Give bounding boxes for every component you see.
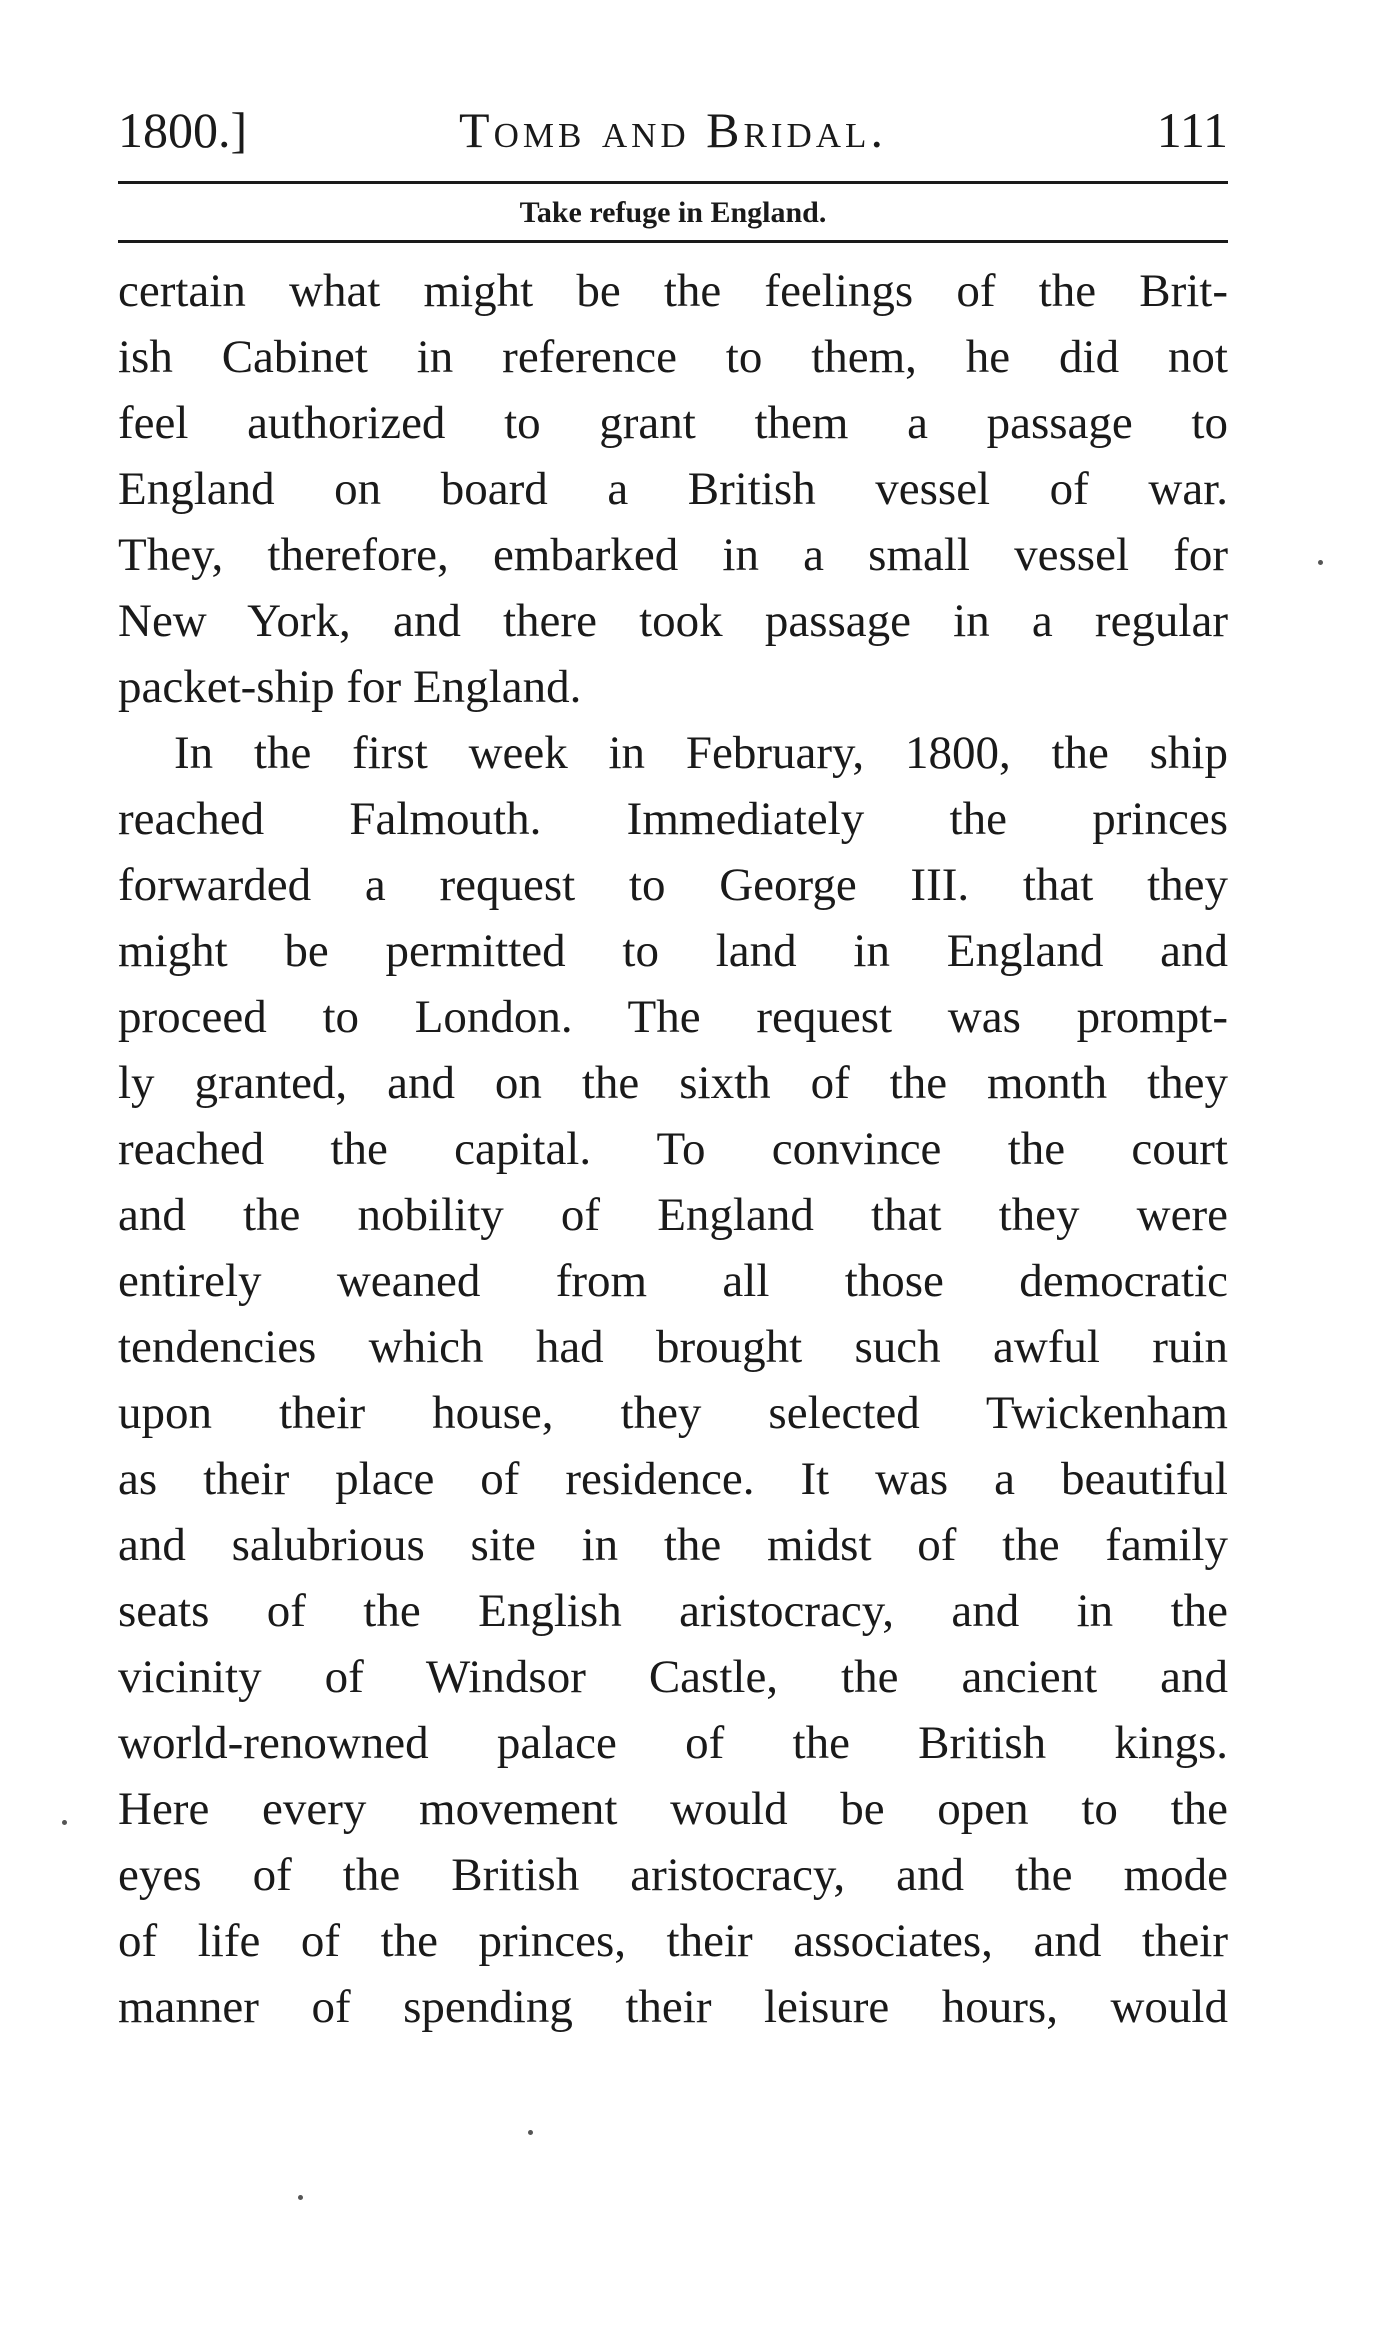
text-line: ish Cabinet in reference to them, he did not	[118, 331, 1228, 383]
page-number: 111	[1156, 102, 1228, 158]
bottom-rule	[118, 240, 1228, 243]
text-line: entirely weaned from all those democratic	[118, 1255, 1228, 1307]
text-line: proceed to London. The request was prompt-	[118, 991, 1228, 1043]
text-line: reached the capital. To convince the court	[118, 1123, 1228, 1175]
text-line: In the first week in February, 1800, the ship	[174, 727, 1228, 779]
paragraph-2	[118, 720, 1228, 2040]
text-line: eyes of the British aristocracy, and the mode	[118, 1849, 1228, 1901]
text-line: as their place of residence. It was a beautiful	[118, 1453, 1228, 1505]
text-line: They, therefore, embarked in a small vessel for	[118, 529, 1228, 581]
text-line: upon their house, they selected Twickenham	[118, 1387, 1228, 1439]
text-line: ly granted, and on the sixth of the month they	[118, 1057, 1228, 1109]
text-line: reached Falmouth. Immediately the princes	[118, 793, 1228, 845]
text-line: feel authorized to grant them a passage to	[118, 397, 1228, 449]
paragraph-1	[118, 258, 1228, 720]
running-head-title: Tomb and Bridal.	[459, 102, 887, 158]
top-rule	[118, 181, 1228, 184]
print-speck	[62, 1820, 67, 1825]
text-line: tendencies which had brought such awful ruin	[118, 1321, 1228, 1373]
text-line: vicinity of Windsor Castle, the ancient and	[118, 1651, 1228, 1703]
print-speck	[298, 2195, 303, 2200]
text-line: manner of spending their leisure hours, would	[118, 1981, 1228, 2033]
text-line: might be permitted to land in England and	[118, 925, 1228, 977]
text-line: and salubrious site in the midst of the family	[118, 1519, 1228, 1571]
text-line: New York, and there took passage in a regular	[118, 595, 1228, 647]
text-line: and the nobility of England that they were	[118, 1189, 1228, 1241]
body-text	[118, 258, 1228, 2040]
print-speck	[528, 2130, 533, 2135]
text-line: of life of the princes, their associates, and their	[118, 1915, 1228, 1967]
running-head-year: 1800.]	[118, 102, 248, 158]
text-line: forwarded a request to George III. that they	[118, 859, 1228, 911]
running-head	[118, 100, 1228, 160]
section-subhead: Take refuge in England.	[519, 196, 827, 229]
text-line: world-renowned palace of the British kings.	[118, 1717, 1228, 1769]
text-line: packet-ship for England.	[118, 661, 582, 713]
text-line: England on board a British vessel of war.	[118, 463, 1228, 515]
text-line: certain what might be the feelings of the Brit-	[118, 265, 1228, 317]
text-line: seats of the English aristocracy, and in the	[118, 1585, 1228, 1637]
text-line: Here every movement would be open to the	[118, 1783, 1228, 1835]
print-speck	[1318, 560, 1323, 565]
